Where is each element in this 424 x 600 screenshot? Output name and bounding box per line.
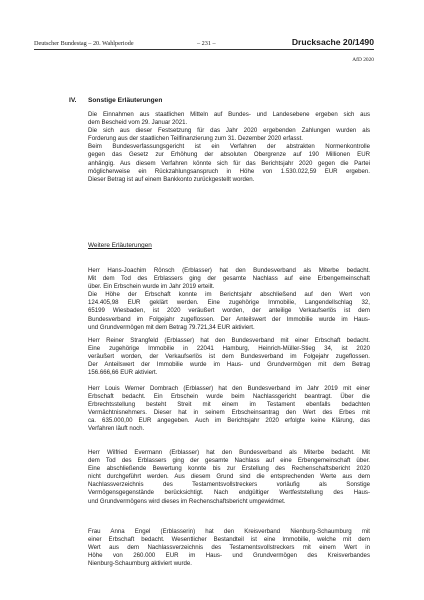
text-line: Wert aus dem Nachlassverzeichnis des Testamentsvollstreckers mit einem Wert in bbox=[88, 544, 370, 552]
text-line: und Grundvermögens wird dieses im Rechenschaftsbericht umgewidmet. bbox=[88, 497, 286, 505]
subsection-title: Weitere Erläuterungen bbox=[88, 242, 152, 249]
text-line: Forderung aus der staatlichen Teilfinanzierung zum 31. Dezember 2020 erfasst. bbox=[88, 135, 303, 143]
text-line: Herr Reiner Strangfeld (Erblasser) hat den Bundesverband mit einer Erbschaft bedacht. bbox=[88, 337, 370, 344]
text-line: Vermächtnisnehmers. Dieser hat in seinem Erbscheinsantrag den Wert des Erbes mit bbox=[88, 409, 370, 417]
text-line: dem Tod des Erblassers ging der gesamte Nachlass auf eine Erbengemeinschaft über. bbox=[88, 457, 370, 465]
section-title: Sonstige Erläuterungen bbox=[88, 97, 163, 104]
section-number: IV. bbox=[69, 97, 77, 104]
text-line: Eine zugehörige Immobilie in 22041 Hamburg, Heinrich-Müller-Stieg 34, ist 2020 bbox=[88, 345, 370, 353]
text-line: gegen das Gesetz zur Erhöhung der absoluten Obergrenze auf 190 Millionen EUR bbox=[88, 151, 370, 159]
text-line: 65199 Wiesbaden, ist 2020 veräußert worden, der anteilige Verkaufserlös ist dem bbox=[88, 307, 370, 315]
page-number: – 231 – bbox=[197, 40, 216, 47]
publication-title: Deutscher Bundestag – 20. Wahlperiode bbox=[34, 40, 134, 47]
text-line: Die sich aus dieser Festsetzung für das Jahr 2020 ergebenden Zahlungen wurden als bbox=[88, 127, 370, 135]
text-line: dem Bescheid vom 29. Januar 2021. bbox=[88, 119, 188, 127]
text-line: Herr Hans-Joachim Rönsch (Erblasser) hat den Bundesverband als Miterbe bedacht. bbox=[88, 267, 370, 274]
text-line: Höhe von 260.000 EUR im Haus- und Grundvermögen des Kreisverbandes bbox=[88, 552, 370, 560]
text-line: Erbschaft bedacht. Ein Erbschein wurde beim Nachlassgericht beantragt. Über die bbox=[88, 393, 370, 401]
text-line: veräußert worden, der Verkaufserlös ist dem Bundesverband im Folgejahr zugeflossen. bbox=[88, 353, 370, 361]
text-line: ca. 635.000,00 EUR angegeben. Auch im Berichtsjahr 2020 erfolgte keine Klärung, das bbox=[88, 417, 370, 425]
text-line: Mit dem Tod des Erblassers ging der gesamte Nachlass auf eine Erbengemeinschaft bbox=[88, 275, 370, 283]
intro-paragraph bbox=[88, 111, 370, 184]
text-line: Verfahren läuft noch. bbox=[88, 425, 145, 433]
text-line: Nienburg-Schaumburg aktiviert wurde. bbox=[88, 560, 192, 568]
text-line: Nachlassverzeichnis des Testamentsvollstreckers vorläufig als Sonstige bbox=[88, 481, 370, 489]
text-line: möglicherweise ein Rückzahlungsanspruch in Höhe von 1.530.022,59 EUR ergeben. bbox=[88, 167, 370, 175]
text-line: Die Höhe der Erbschaft konnte im Berichtsjahr abschließend auf den Wert von bbox=[88, 291, 370, 299]
text-line: über. Ein Erbschein wurde im Jahr 2019 erteilt. bbox=[88, 283, 215, 291]
text-line: Herr Wilfried Evermann (Erblasser) hat den Bundesverband als Miterbe bedacht. Mit bbox=[88, 449, 370, 456]
text-line: Vermögensgegenstände berücksichtigt. Nach endgültiger Wertfeststellung des Haus- bbox=[88, 489, 370, 497]
text-line: Der Anteilswert der Immobilie wurde im Haus- und Grundvermögen mit dem Betrag bbox=[88, 361, 370, 369]
text-line: Bundesverband im Folgejahr zugeflossen. Der Anteilswert der Immobilie wurde im Haus- bbox=[88, 315, 370, 323]
text-line: Erbrechtsstellung besteht Streit mit einem im Testament ebenfalls bedachten bbox=[88, 401, 370, 409]
text-line: anhängig. Aus diesem Verfahren könnte sich für das Berichtsjahr 2020 gegen die Partei bbox=[88, 159, 370, 167]
text-line: 124.405,98 EUR geklärt werden. Eine zugehörige Immobilie, Langendellschlag 32, bbox=[88, 299, 370, 307]
text-line: Eine abschließende Bewertung konnte bis zur Erstellung des Rechenschaftsbericht 2020 bbox=[88, 465, 370, 473]
text-line: einer Erbschaft bedacht. Wesentlicher Bestandteil ist eine Immobilie, welche mit dem bbox=[88, 536, 370, 544]
text-line: 156.666,66 EUR aktiviert. bbox=[88, 369, 158, 377]
text-line: Frau Anna Engel (Erblasserin) hat den Kreisverband Nienburg-Schaumburg mit bbox=[88, 528, 370, 535]
paragraph-engel bbox=[88, 528, 370, 568]
text-line: Dieser Betrag ist auf einem Bankkonto zurückgestellt worden. bbox=[88, 175, 255, 183]
document-number: Drucksache 20/1490 bbox=[291, 37, 374, 47]
party-year-label: AfD 2020 bbox=[352, 57, 374, 63]
text-line: Die Einnahmen aus staatlichen Mitteln auf Bundes- und Landesebene ergeben sich aus bbox=[88, 111, 370, 118]
text-line: Herr Louis Werner Dombrach (Erblasser) hat den Bundesverband im Jahr 2019 mit einer bbox=[88, 385, 370, 392]
text-line: nicht durchgeführt werden. Aus diesem Grund sind die entsprechenden Werte aus dem bbox=[88, 473, 370, 481]
paragraph-roensch bbox=[88, 267, 370, 332]
paragraph-strangfeld bbox=[88, 337, 370, 377]
text-line: und Grundvermögen mit dem Betrag 79.721,34 EUR aktiviert. bbox=[88, 323, 255, 331]
paragraph-dombrach bbox=[88, 385, 370, 434]
header-rule bbox=[34, 49, 374, 50]
text-line: Beim Bundesverfassungsgericht ist ein Verfahren der abstrakten Normenkontrolle bbox=[88, 143, 370, 151]
paragraph-evermann bbox=[88, 449, 370, 506]
